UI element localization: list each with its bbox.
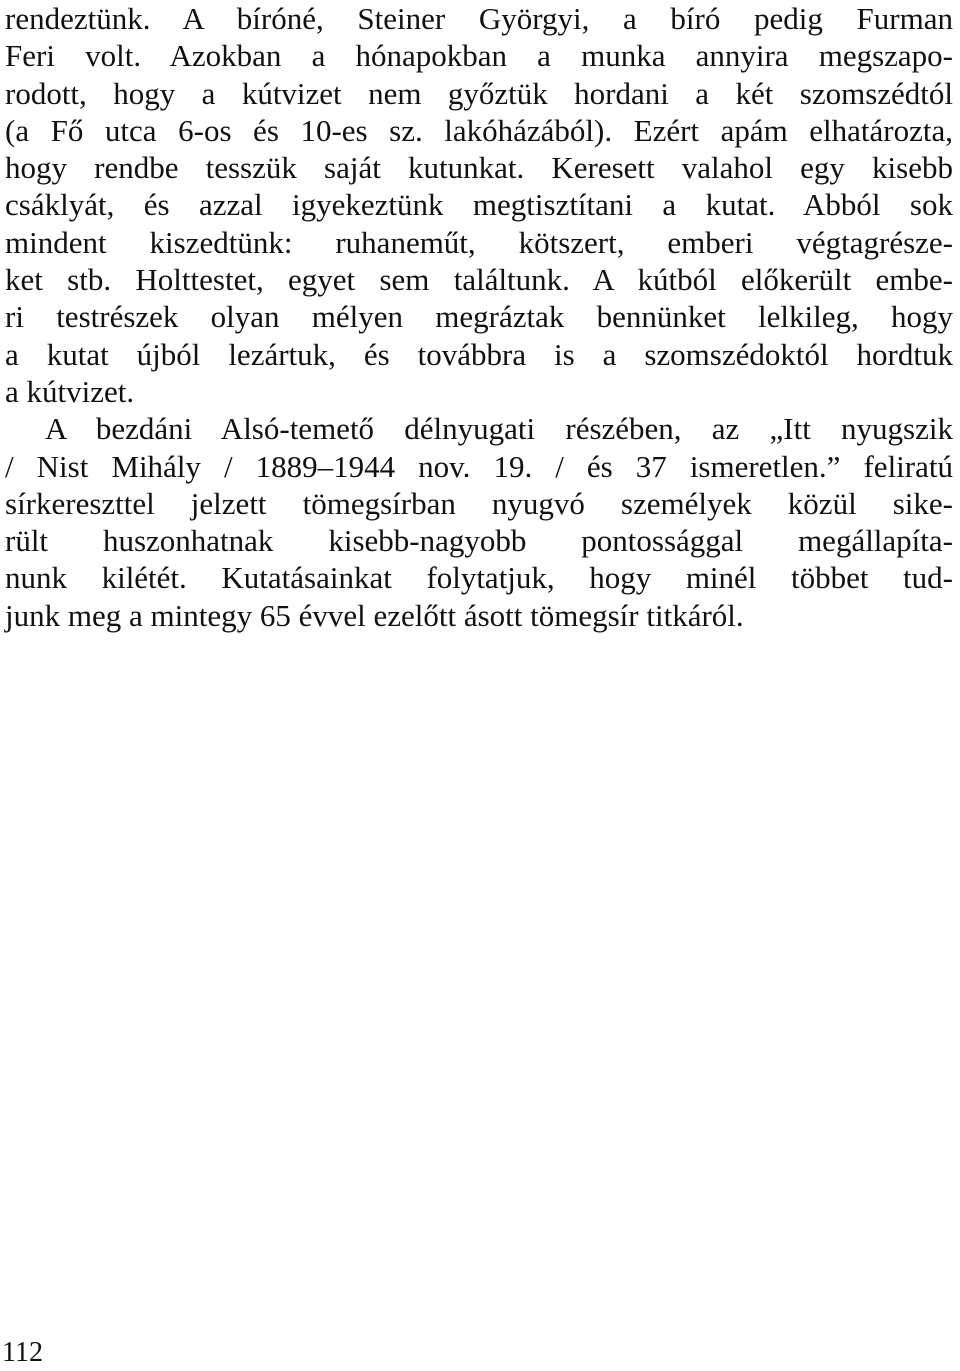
- text-line: rodott, hogy a kútvizet nem győztük hordani a két szomszédtól: [5, 75, 953, 111]
- paragraph-1: [5, 0, 953, 410]
- body-text: [5, 0, 953, 634]
- text-line: rült huszonhatnak kisebb-nagyobb pontossággal megállapíta-: [5, 523, 953, 559]
- text-line: sírkereszttel jelzett tömegsírban nyugvó személyek közül sike-: [5, 485, 953, 521]
- text-line: nunk kilétét. Kutatásainkat folytatjuk, hogy minél többet tud-: [5, 560, 953, 596]
- text-line: A bezdáni Alsó-temető délnyugati részében, az „Itt nyugszik: [45, 411, 953, 447]
- text-line: csáklyát, és azzal igyekeztünk megtisztítani a kutat. Abból sok: [5, 187, 953, 223]
- text-line: ket stb. Holttestet, egyet sem találtunk. A kútból előkerült embe-: [5, 262, 953, 298]
- page-number: 112: [2, 1337, 43, 1368]
- text-line: a kutat újból lezártuk, és továbbra is a szomszédoktól hordtuk: [5, 336, 953, 372]
- text-line: ri testrészek olyan mélyen megráztak bennünket lelkileg, hogy: [5, 299, 953, 335]
- text-line: Feri volt. Azokban a hónapokban a munka annyira megszapo-: [5, 38, 953, 74]
- text-line: / Nist Mihály / 1889–1944 nov. 19. / és 37 ismeretlen.” feliratú: [5, 448, 953, 484]
- text-line: hogy rendbe tesszük saját kutunkat. Keresett valahol egy kisebb: [5, 150, 953, 186]
- paragraph-2: [5, 410, 953, 634]
- text-line: rendeztünk. A bíróné, Steiner Györgyi, a bíró pedig Furman: [5, 1, 953, 36]
- text-line: a kútvizet.: [5, 373, 135, 409]
- text-line: junk meg a mintegy 65 évvel ezelőtt ásott tömegsír titkáról.: [5, 597, 744, 633]
- text-line: mindent kiszedtünk: ruhaneműt, kötszert, emberi végtagrésze-: [5, 224, 953, 260]
- text-line: (a Fő utca 6-os és 10-es sz. lakóházából). Ezért apám elhatározta,: [5, 112, 953, 148]
